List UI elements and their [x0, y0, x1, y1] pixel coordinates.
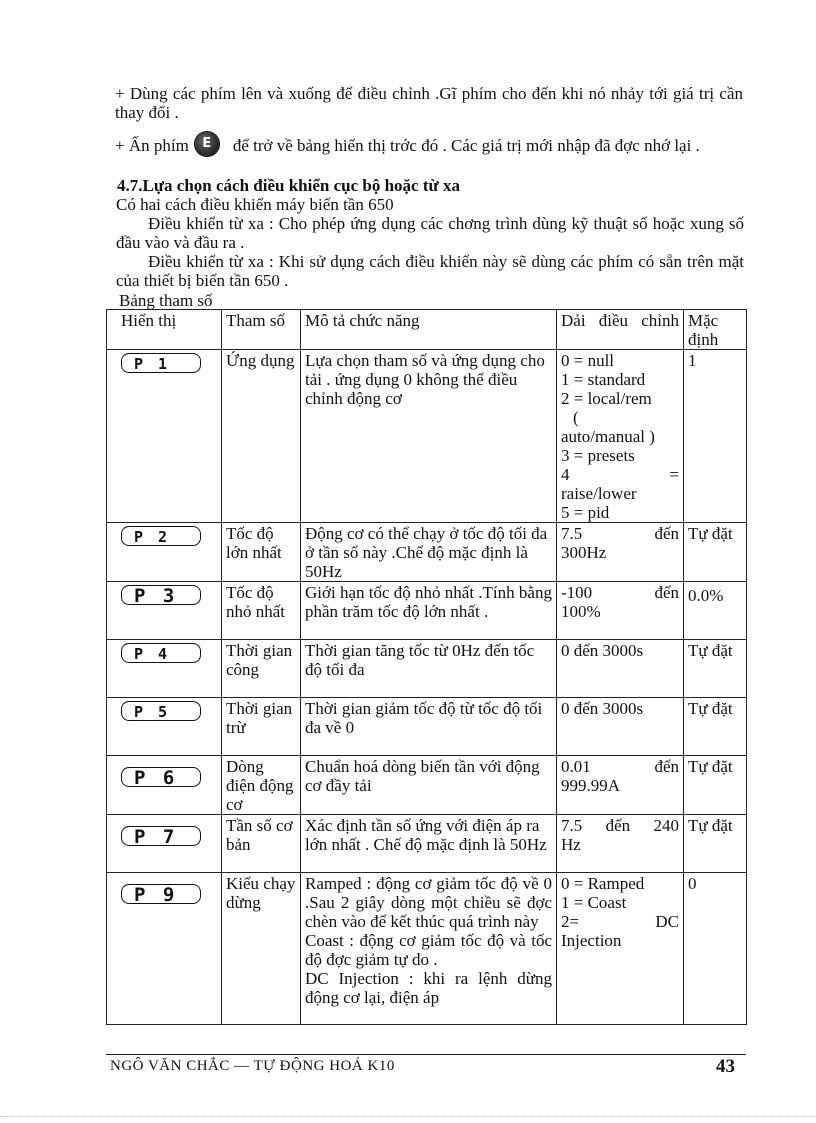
range-line: 5 = pid — [561, 503, 610, 522]
instruction-paragraph-1: + Dùng các phím lên và xuống để điều chỉnh .Gĩ phím cho đến khi nó nhảy tới giá trị cần thay đổi . — [115, 84, 743, 122]
param-description: Thời gian tăng tốc từ 0Hz đến tốc độ tối đa — [301, 640, 557, 698]
table-header-row — [107, 310, 747, 350]
param-name: Tốc độ nhỏ nhất — [222, 582, 301, 640]
section-line-3: Điều khiển từ xa : Khi sử dụng cách điều khiển này sẽ dùng các phím có sẵn trên mặt của thiết bị biến tần 650 . — [116, 252, 744, 290]
param-default: Tự đặt — [684, 815, 747, 873]
param-default: Tự đặt — [684, 756, 747, 815]
range-line: 0 đến 3000s — [561, 699, 644, 718]
param-range — [557, 350, 684, 523]
range-line: 0 = null — [561, 351, 615, 370]
table-row — [107, 640, 747, 698]
section-line-1: Có hai cách điều khiển máy biến tần 650 — [116, 195, 394, 214]
param-description: Thời gian giảm tốc độ từ tốc độ tối đa về 0 — [301, 698, 557, 756]
section-heading: 4.7.Lựa chọn cách điều khiển cục bộ hoặc từ xa — [117, 176, 460, 195]
header-range: Dải điều chỉnh — [557, 310, 684, 350]
param-default: 0 — [684, 873, 747, 1025]
page-number: 43 — [716, 1056, 735, 1077]
range-line: 4 = — [561, 465, 679, 484]
param-description — [301, 873, 557, 1025]
table-row — [107, 815, 747, 873]
range-line: 2= DC — [561, 912, 679, 931]
range-line: 2 = local/rem — [561, 389, 652, 408]
param-name: Ứng dụng — [222, 350, 301, 523]
param-range — [557, 698, 684, 756]
param-default: Tự đặt — [684, 523, 747, 582]
range-line: Injection — [561, 931, 622, 950]
lcd-display: P 1 — [121, 353, 201, 373]
footer-author: NGÔ VĂN CHẮC — TỰ ĐỘNG HOÁ K10 — [110, 1058, 395, 1074]
range-line: -100 đến — [561, 583, 679, 602]
range-line: 300Hz — [561, 543, 607, 562]
param-default: Tự đặt — [684, 640, 747, 698]
lcd-display: P 9 — [121, 884, 201, 904]
display-cell — [107, 582, 222, 640]
range-line: raise/lower — [561, 484, 637, 503]
table-row — [107, 698, 747, 756]
footer-rule — [106, 1054, 746, 1055]
stop-mode-ramped: Ramped : động cơ giảm tốc độ về 0 .Sau 2 giây dòng một chiều sẽ đợc chèn vào để kết thúc quá trình này — [305, 874, 552, 931]
param-name: Tốc độ lớn nhất — [222, 523, 301, 582]
range-line: Hz — [561, 835, 581, 854]
display-cell — [107, 756, 222, 815]
display-cell — [107, 523, 222, 582]
table-row — [107, 582, 747, 640]
lcd-display: P 2 — [121, 526, 201, 546]
param-range — [557, 815, 684, 873]
lcd-display: P 6 — [121, 767, 201, 787]
param-range — [557, 756, 684, 815]
instruction-2-prefix: + Ấn phím — [115, 136, 189, 155]
param-name: Kiểu chạy dừng — [222, 873, 301, 1025]
param-name: Dòng điện động cơ — [222, 756, 301, 815]
range-line: 0 = Ramped — [561, 874, 645, 893]
param-default: 1 — [684, 350, 747, 523]
range-line: ( — [573, 408, 579, 427]
lcd-display: P 5 — [121, 701, 201, 721]
param-range — [557, 640, 684, 698]
param-description: Xác định tần số ứng với điện áp ra lớn nhất . Chế độ mặc định là 50Hz — [301, 815, 557, 873]
stop-mode-coast: Coast : động cơ giảm tốc độ và tốc độ đợc giảm tự do . — [305, 931, 552, 969]
param-range — [557, 582, 684, 640]
range-line: 0.01 đến — [561, 757, 679, 776]
param-default: Tự đặt — [684, 698, 747, 756]
param-description: Lựa chọn tham số và ứng dụng cho tải . ứng dụng 0 không thể điều chỉnh động cơ — [301, 350, 557, 523]
param-description: Giới hạn tốc độ nhỏ nhất .Tính bằng phần trăm tốc độ lớn nhất . — [301, 582, 557, 640]
instruction-paragraph-2 — [115, 132, 743, 156]
display-cell — [107, 698, 222, 756]
param-name: Tần số cơ bản — [222, 815, 301, 873]
header-display: Hiển thị — [107, 310, 222, 350]
table-row — [107, 756, 747, 815]
param-range — [557, 873, 684, 1025]
lcd-display: P 4 — [121, 643, 201, 663]
range-line: 3 = presets — [561, 446, 635, 465]
range-line: 7.5 đến — [561, 524, 679, 543]
param-name: Thời gian trừ — [222, 698, 301, 756]
table-row — [107, 873, 747, 1025]
range-line: auto/manual ) — [561, 427, 655, 446]
range-line: 1 = standard — [561, 370, 646, 389]
section-body — [116, 195, 744, 290]
header-parameter: Tham số — [222, 310, 301, 350]
param-description: Chuẩn hoá dòng biến tần với động cơ đầy tải — [301, 756, 557, 815]
table-row — [107, 523, 747, 582]
range-line: 999.99A — [561, 776, 621, 795]
header-default: Mặc định — [684, 310, 747, 350]
parameter-table — [106, 309, 747, 1025]
display-cell — [107, 873, 222, 1025]
param-range — [557, 523, 684, 582]
table-row — [107, 350, 747, 523]
range-line: 0 đến 3000s — [561, 641, 644, 660]
stop-mode-dc-injection: DC Injection : khi ra lệnh dừng động cơ lại, điện áp — [305, 969, 552, 1007]
section-line-2: Điều khiển từ xa : Cho phép ứng dụng các chơng trình dùng kỹ thuật số hoặc xung số đầu vào và đầu ra . — [116, 214, 744, 252]
display-cell — [107, 350, 222, 523]
param-default: 0.0% — [684, 582, 747, 640]
param-description: Động cơ có thể chạy ở tốc độ tối đa ở tần số này .Chế độ mặc định là 50Hz — [301, 523, 557, 582]
lcd-display: P 3 — [121, 585, 201, 605]
param-name: Thời gian công — [222, 640, 301, 698]
table-caption: Bảng tham số — [119, 291, 213, 310]
range-line: 7.5 đến 240 — [561, 816, 679, 835]
header-description: Mô tả chức năng — [301, 310, 557, 350]
instruction-2-suffix: để trở về bảng hiển thị trớc đó . Các giá trị mới nhập đã đợc nhớ lại . — [232, 136, 700, 155]
range-line: 100% — [561, 602, 601, 621]
e-key-icon: E — [195, 132, 219, 156]
display-cell — [107, 815, 222, 873]
page-bottom-rule — [0, 1116, 816, 1117]
lcd-display: P 7 — [121, 826, 201, 846]
range-line: 1 = Coast — [561, 893, 627, 912]
display-cell — [107, 640, 222, 698]
